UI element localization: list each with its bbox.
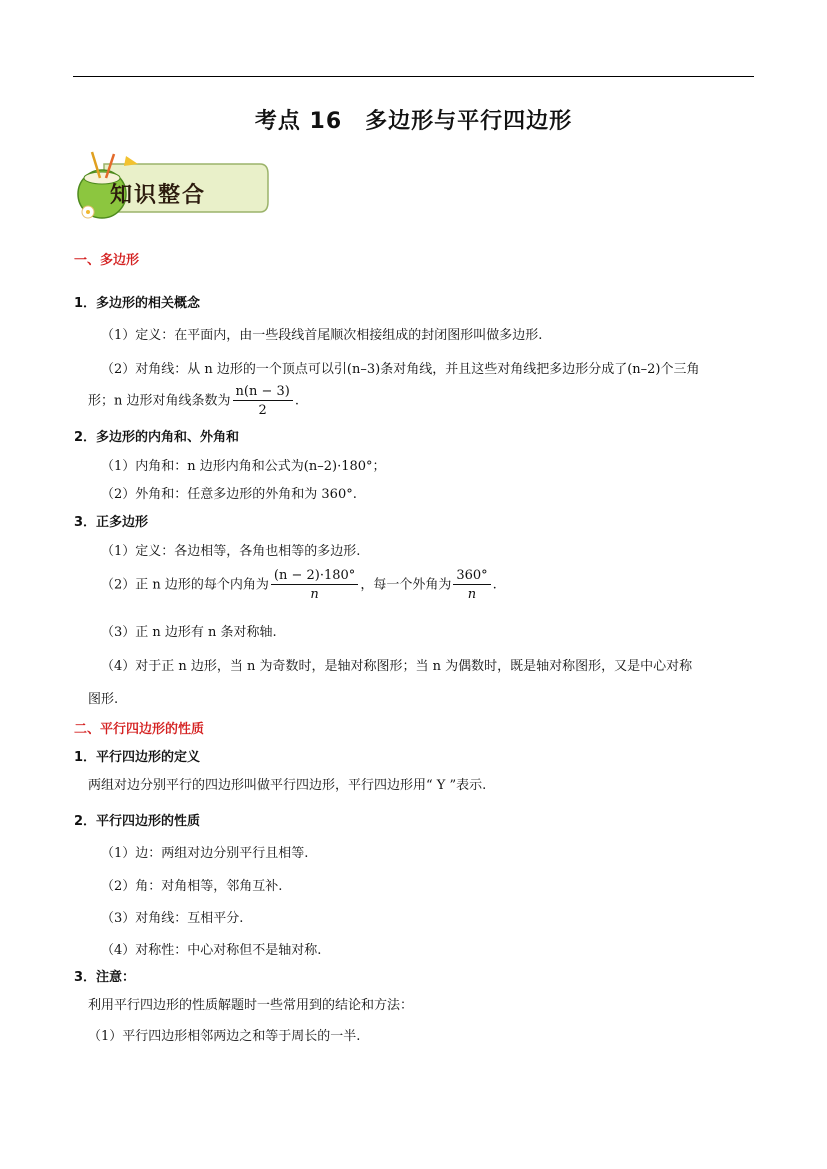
subheading-parallelogram-definition: 1．平行四边形的定义 [74, 750, 201, 765]
regular-angles-suffix: . [492, 577, 497, 593]
text-regular-angles [101, 568, 497, 602]
diagonal-count-fraction [233, 384, 293, 418]
subheading-angle-sums: 2．多边形的内角和、外角和 [74, 430, 240, 445]
section-heading-parallelogram: 二、平行四边形的性质 [74, 722, 205, 737]
fraction-denominator: 2 [258, 403, 267, 418]
subheading-regular-polygon: 3．正多边形 [74, 515, 149, 530]
diagonal-count-suffix: . [294, 393, 299, 409]
text-diagonal-count [88, 384, 299, 418]
diagonal-count-prefix: 形；n 边形对角线条数为 [88, 393, 231, 409]
text-symmetry-parity-cont: 图形. [88, 692, 119, 707]
page-title: 考点 16 多边形与平行四边形 [254, 109, 573, 134]
text-property-symmetry: （4）对称性：中心对称但不是轴对称. [101, 943, 322, 958]
regular-angles-prefix: （2）正 n 边形的每个内角为 [101, 577, 269, 593]
text-exterior-sum: （2）外角和：任意多边形的外角和为 360°. [101, 487, 357, 502]
fraction-denominator: n [467, 587, 477, 602]
fraction-numerator: (n − 2)·180° [271, 568, 358, 585]
text-symmetry-parity: （4）对于正 n 边形，当 n 为奇数时，是轴对称图形；当 n 为偶数时，既是轴对称图形，又是中心对称 [101, 659, 693, 674]
text-property-diagonals: （3）对角线：互相平分. [101, 911, 244, 926]
subheading-polygon-concepts: 1．多边形的相关概念 [74, 296, 201, 311]
interior-angle-fraction [271, 568, 358, 602]
exterior-angle-fraction [453, 568, 490, 602]
subheading-parallelogram-properties: 2．平行四边形的性质 [74, 814, 201, 829]
regular-angles-mid: ，每一个外角为 [360, 577, 452, 593]
text-property-sides: （1）边：两组对边分别平行且相等. [101, 846, 309, 861]
badge-label: 知识整合 [110, 183, 207, 208]
text-regular-definition: （1）定义：各边相等，各角也相等的多边形. [101, 544, 361, 559]
fraction-numerator: 360° [453, 568, 490, 585]
section-heading-polygon: 一、多边形 [74, 253, 140, 268]
text-definition: （1）定义：在平面内，由一些段线首尾顺次相接组成的封闭图形叫做多边形. [101, 328, 543, 343]
text-interior-sum: （1）内角和：n 边形内角和公式为(n–2)·180°； [101, 459, 386, 474]
text-diagonal: （2）对角线：从 n 边形的一个顶点可以引(n–3)条对角线，并且这些对角线把多边形分成了(n–2)个三角 [101, 362, 700, 377]
fraction-denominator: n [310, 587, 319, 602]
header-rule [73, 76, 754, 77]
text-symmetry-axes: （3）正 n 边形有 n 条对称轴. [101, 625, 277, 640]
text-property-angles: （2）角：对角相等，邻角互补. [101, 879, 283, 894]
text-note-half-perimeter: （1）平行四边形相邻两边之和等于周长的一半. [88, 1029, 361, 1044]
subheading-notes: 3．注意： [74, 970, 136, 985]
text-notes-intro: 利用平行四边形的性质解题时一些常用到的结论和方法： [88, 998, 414, 1013]
fraction-numerator: n(n − 3) [233, 384, 293, 401]
text-parallelogram-definition: 两组对边分别平行的四边形叫做平行四边形，平行四边形用“ Y ”表示. [88, 778, 487, 793]
